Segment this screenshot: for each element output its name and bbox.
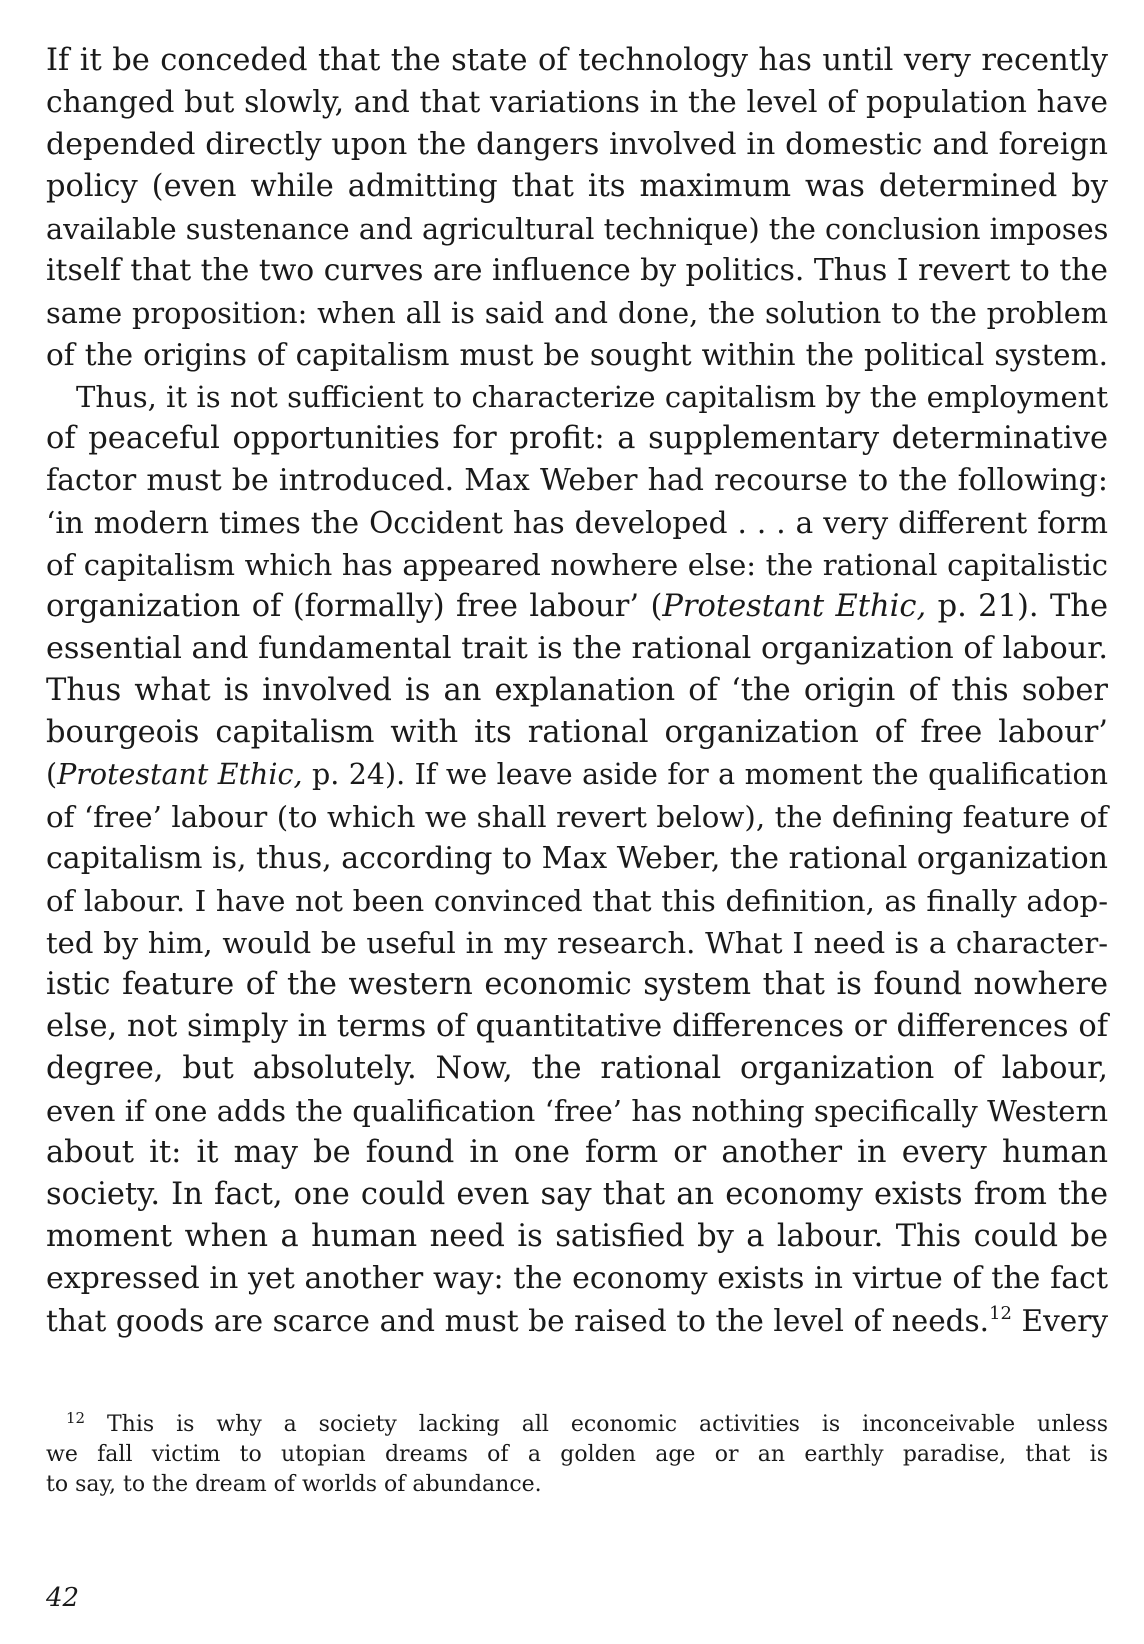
text-line: If it be conceded that the state of technology has until very recently (46, 43, 1108, 78)
text-line: essential and fundamental trait is the rational organization of labour. (46, 631, 1108, 666)
footnote-reference[interactable]: 12 (989, 1303, 1012, 1324)
text-line: available sustenance and agricultural technique) the conclusion imposes (46, 212, 1109, 246)
text-line: Thus, it is not sufficient to characterize capitalism by the employment (76, 380, 1108, 414)
text-line: of labour. I have not been convinced that this definition, as finally adop- (46, 884, 1108, 918)
text-line: istic feature of the western economic system that is found nowhere (46, 967, 1108, 1002)
text-line: about it: it may be found in one form or another in every human (46, 1135, 1108, 1170)
footnote-line (46, 1410, 1108, 1440)
text-line: Thus what is involved is an explanation of ‘the origin of this sober (46, 673, 1108, 708)
text-line: factor must be introduced. Max Weber had recourse to the following: (46, 463, 1108, 498)
text-line: depended directly upon the dangers involved in domestic and foreign (46, 127, 1108, 162)
text-segment: This is why a society lacking all economic activities is inconceivable unless (85, 1412, 1108, 1437)
text-line: of the origins of capitalism must be sought within the political system. (46, 338, 1108, 372)
text-line: degree, but absolutely. Now, the rational organization of labour, (46, 1051, 1108, 1086)
text-segment: Every (1011, 1304, 1108, 1338)
paragraph-2 (46, 376, 1108, 1342)
text-line: ted by him, would be useful in my research. What I need is a character- (46, 926, 1108, 960)
text-segment: p. 24). If we leave aside for a moment the qualification (302, 758, 1108, 791)
text-line (46, 586, 1108, 628)
text-line: bourgeois capitalism with its rational organization of free labour’ (46, 715, 1108, 750)
footnote-line: we fall victim to utopian dreams of a golden age or an earthly paradise, that is (46, 1442, 1108, 1467)
text-line: ‘in modern times the Occident has developed . . . a very different form (46, 506, 1108, 540)
text-line: itself that the two curves are influence by politics. Thus I revert to the (46, 253, 1108, 288)
footnote-number: 12 (66, 1409, 86, 1427)
text-line: of ‘free’ labour (to which we shall revert below), the defining feature of (46, 800, 1108, 834)
citation-title: Protestant Ethic, (662, 589, 927, 624)
text-line: policy (even while admitting that its maximum was determined by (46, 169, 1108, 204)
text-line: else, not simply in terms of quantitative differences or differences of (46, 1009, 1108, 1044)
footnote-line: to say, to the dream of worlds of abundance. (46, 1472, 542, 1497)
text-line: same proposition: when all is said and done, the solution to the problem (46, 296, 1108, 330)
text-line (46, 754, 1108, 796)
text-line: even if one adds the qualification ‘free’ has nothing specifically Western (46, 1094, 1108, 1128)
text-line: expressed in yet another way: the economy exists in virtue of the fact (46, 1261, 1108, 1296)
text-segment: organization of (formally) free labour’ ( (46, 589, 663, 624)
body-text (46, 40, 1108, 1342)
text-segment: p. 21). The (926, 589, 1109, 624)
text-line: of capitalism which has appeared nowhere else: the rational capitalistic (46, 548, 1108, 582)
text-line: capitalism is, thus, according to Max Weber, the rational organization (46, 841, 1108, 876)
text-line: of peaceful opportunities for profit: a supplementary determinative (46, 421, 1108, 456)
footnote (46, 1410, 1108, 1500)
text-line: moment when a human need is satisfied by a labour. This could be (46, 1219, 1108, 1254)
page-number: 42 (46, 1583, 80, 1613)
text-segment: that goods are scarce and must be raised to the level of needs. (46, 1304, 990, 1338)
paragraph-1 (46, 40, 1108, 376)
text-line: changed but slowly, and that variations in the level of population have (46, 85, 1108, 120)
text-line: society. In fact, one could even say that an economy exists from the (46, 1177, 1108, 1212)
text-segment: ( (46, 758, 58, 791)
citation-title: Protestant Ethic, (57, 758, 303, 791)
text-line (46, 1300, 1108, 1342)
